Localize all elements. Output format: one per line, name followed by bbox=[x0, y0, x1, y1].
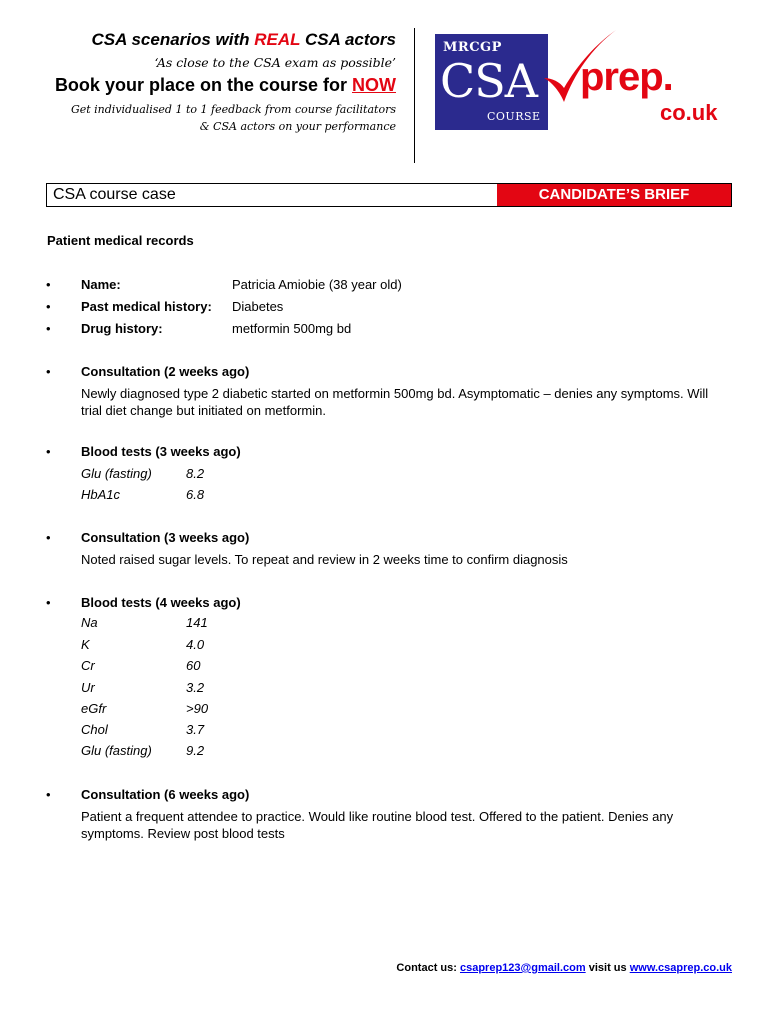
promo-headline-highlight: REAL bbox=[254, 30, 301, 49]
lab-result-name: Chol bbox=[81, 722, 108, 737]
visit-label: visit us bbox=[588, 962, 627, 974]
logo-mrcgp: MRCGP bbox=[443, 40, 502, 55]
header-divider bbox=[414, 28, 415, 163]
lab-result-value: 4.0 bbox=[186, 637, 205, 652]
lab-result-value: 6.8 bbox=[186, 487, 205, 502]
promo-headline bbox=[91, 30, 396, 50]
blood-tests-4w-label: Blood tests (4 weeks ago) bbox=[81, 595, 241, 610]
logo-course: COURSE bbox=[487, 110, 541, 123]
pmh-label: Past medical history: bbox=[81, 299, 212, 314]
consultation-2w-label: Consultation (2 weeks ago) bbox=[81, 364, 250, 379]
name-value: Patricia Amiobie (38 year old) bbox=[232, 277, 402, 292]
lab-result-name: K bbox=[81, 637, 90, 652]
drug-history-value: metformin 500mg bd bbox=[232, 321, 352, 336]
lab-result-name: eGfr bbox=[81, 701, 107, 716]
bullet: • bbox=[46, 321, 51, 336]
bullet: • bbox=[46, 595, 51, 610]
lab-result-name: Glu (fasting) bbox=[81, 743, 152, 758]
logo-couk: co.uk bbox=[660, 100, 718, 125]
bullet: • bbox=[46, 444, 51, 459]
lab-result-value: 9.2 bbox=[186, 743, 205, 758]
promo-booking-now: NOW bbox=[352, 75, 396, 95]
bullet: • bbox=[46, 364, 51, 379]
pmh-value: Diabetes bbox=[232, 299, 284, 314]
drug-history-label: Drug history: bbox=[81, 321, 163, 336]
lab-result-name: Na bbox=[81, 615, 98, 630]
email-link[interactable]: csaprep123@gmail.com bbox=[459, 962, 586, 974]
logo-csa: CSA bbox=[440, 54, 537, 108]
bullet: • bbox=[46, 787, 51, 802]
lab-result-value: 141 bbox=[186, 615, 208, 630]
lab-result-value: >90 bbox=[186, 701, 209, 716]
candidates-brief-badge: CANDIDATE’S BRIEF bbox=[497, 184, 731, 206]
lab-result-name: Cr bbox=[81, 658, 95, 673]
promo-tagline: ‘As close to the CSA exam as possible’ bbox=[154, 55, 396, 70]
bullet: • bbox=[46, 299, 51, 314]
lab-result-value: 3.2 bbox=[186, 680, 205, 695]
promo-headline-post: CSA actors bbox=[300, 30, 396, 49]
consultation-6w-text: Patient a frequent attendee to practice. Would like routine blood test. Offered to the patient. Denies any symptoms. Review post blood tests bbox=[81, 809, 674, 841]
consultation-3w-label: Consultation (3 weeks ago) bbox=[81, 530, 250, 545]
contact-label: Contact us: bbox=[396, 962, 457, 974]
logo-prep: prep. bbox=[580, 55, 673, 99]
blood-tests-3w-label: Blood tests (3 weeks ago) bbox=[81, 444, 241, 459]
consultation-6w-label: Consultation (6 weeks ago) bbox=[81, 787, 250, 802]
case-title: CSA course case bbox=[53, 186, 176, 203]
promo-booking bbox=[55, 75, 396, 96]
promo-headline-pre: CSA scenarios with bbox=[91, 30, 255, 49]
lab-result-value: 8.2 bbox=[186, 466, 205, 481]
lab-result-name: Glu (fasting) bbox=[81, 466, 152, 481]
consultation-3w-text: Noted raised sugar levels. To repeat and review in 2 weeks time to confirm diagnosis bbox=[81, 552, 568, 567]
promo-feedback-line1: Get individualised 1 to 1 feedback from course facilitators bbox=[70, 103, 396, 116]
lab-result-name: HbA1c bbox=[81, 487, 121, 502]
bullet: • bbox=[46, 277, 51, 292]
lab-result-name: Ur bbox=[81, 680, 95, 695]
bullet: • bbox=[46, 530, 51, 545]
name-label: Name: bbox=[81, 277, 121, 292]
website-link[interactable]: www.csaprep.co.uk bbox=[629, 962, 732, 974]
case-title-bar bbox=[46, 183, 732, 207]
lab-result-value: 60 bbox=[186, 658, 201, 673]
csaprep-logo-box bbox=[435, 34, 548, 130]
footer-contact bbox=[396, 962, 732, 974]
records-heading: Patient medical records bbox=[47, 233, 194, 248]
promo-booking-text: Book your place on the course for bbox=[54, 75, 352, 95]
lab-result-value: 3.7 bbox=[186, 722, 205, 737]
promo-feedback-line2: & CSA actors on your performance bbox=[199, 120, 396, 133]
consultation-2w-text: Newly diagnosed type 2 diabetic started on metformin 500mg bd. Asymptomatic – denies any symptoms. Will trial diet change but initiated on metformin. bbox=[81, 386, 709, 418]
